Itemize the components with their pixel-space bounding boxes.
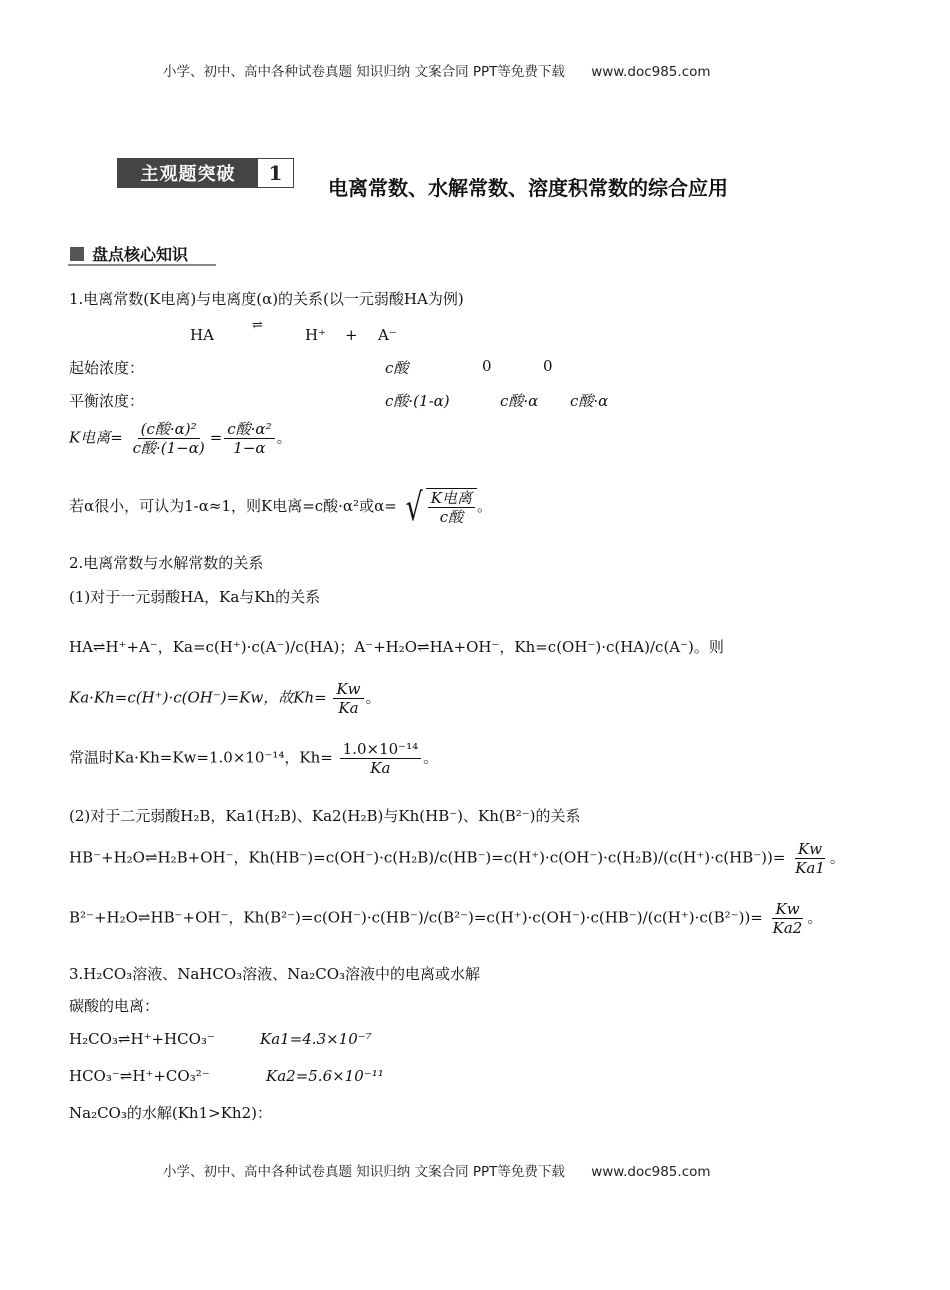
kakh-text: Ka·Kh=c(H⁺)·c(OH⁻)=Kw，故Kh= (69, 688, 327, 707)
b-ka2: Ka2 (772, 919, 803, 937)
start-label: 起始浓度： (69, 359, 145, 377)
kion-num2: c酸·α² (224, 420, 274, 439)
ka2-value: Ka2=5.6×10⁻¹¹ (266, 1067, 384, 1085)
sqrt-icon: √ (405, 485, 423, 529)
kion-den2: 1−α (233, 439, 266, 457)
room-frac (340, 740, 421, 777)
kion-num1: (c酸·α)² (138, 420, 200, 439)
page-footer (163, 1160, 711, 1180)
item-1-heading: 1.电离常数(K电离)与电离度(α)的关系(以一元弱酸HA为例) (69, 290, 464, 308)
start-c: c酸 (385, 359, 409, 377)
room-temp-line: 常温时Ka·Kh=Kw=1.0×10⁻¹⁴，Kh= $\frac{\text{1.0×10⁻¹⁴}}{Ka}$ 。 (69, 740, 439, 777)
kion-den1: c酸·(1−α) (132, 439, 205, 457)
section-underline (68, 264, 216, 266)
ka: Ka (338, 699, 359, 717)
small-alpha-line: 若α很小，可认为1-α≈1，则K电离=c酸·α²或α= √ $\frac{\text{K电离}}{\text{c酸}}$ 。 (69, 485, 493, 529)
footer-text: 小学、初中、高中各种试卷真题 知识归纳 文案合同 PPT等免费下载 (163, 1164, 565, 1180)
hb-text: HB⁻+H₂O⇌H₂B+OH⁻，Kh(HB⁻)=c(OH⁻)·c(H₂B)/c(HB⁻)=c(H⁺)·c(OH⁻)·c(H₂B)/(c(H⁺)·c(HB⁻))= (69, 848, 786, 867)
page-header (163, 60, 711, 80)
badge-number: 1 (258, 159, 293, 187)
start-0b: 0 (543, 357, 553, 375)
small-num: K电离 (428, 489, 475, 508)
small-frac (428, 489, 475, 526)
section-text: 盘点核心知识 (92, 245, 189, 264)
item-3-heading: 3.H₂CO₃溶液、NaHCO₃溶液、Na₂CO₃溶液中的电离或水解 (69, 965, 481, 983)
item-2-2: (2)对于二元弱酸H₂B，Ka1(H₂B)、Ka2(H₂B)与Kh(HB⁻)、Kh(B²⁻)的关系 (69, 807, 581, 825)
room-text: 常温时Ka·Kh=Kw=1.0×10⁻¹⁴，Kh= (69, 748, 333, 767)
eq-c2: c酸·α (500, 392, 539, 410)
book-icon (70, 247, 84, 261)
na2co3-hydrolysis: Na₂CO₃的水解(Kh1>Kh2)： (69, 1104, 272, 1122)
k-ionization-formula: K电离= $\frac{\text{(c酸·α)²}}{\text{c酸·(1−α)}}$ = $\frac{\text{c酸·α²}}{1-\alpha}$ 。 (69, 420, 292, 457)
eq-a: A⁻ (378, 326, 397, 344)
equilibrium-arrow-icon: ⇌ (252, 318, 263, 333)
eq-c1: c酸·(1-α) (385, 392, 450, 410)
room-num: 1.0×10⁻¹⁴ (340, 740, 421, 759)
hb-line: HB⁻+H₂O⇌H₂B+OH⁻，Kh(HB⁻)=c(OH⁻)·c(H₂B)/c(HB⁻)=c(H⁺)·c(OH⁻)·c(H₂B)/(c(H⁺)·c(HB⁻))= $\frac{Kw}{Ka1}$ 。 (69, 840, 845, 877)
start-0a: 0 (482, 357, 492, 375)
kion-frac1 (130, 420, 208, 457)
ha-relation-line: HA⇌H⁺+A⁻，Ka=c(H⁺)·c(A⁻)/c(HA)；A⁻+H₂O⇌HA+OH⁻，Kh=c(OH⁻)·c(HA)/c(A⁻)。则 (69, 638, 724, 656)
kw: Kw (333, 680, 363, 699)
small-text: 若α很小，可认为1-α≈1，则K电离=c酸·α²或α= (69, 497, 397, 515)
eq-c3: c酸·α (570, 392, 609, 410)
kion-lhs: K电离= (69, 428, 123, 447)
h2co3-equation: H₂CO₃⇌H⁺+HCO₃⁻ (69, 1030, 215, 1048)
b-text: B²⁻+H₂O⇌HB⁻+OH⁻，Kh(B²⁻)=c(OH⁻)·c(HB⁻)/c(B²⁻)=c(H⁺)·c(OH⁻)·c(HB⁻)/(c(H⁺)·c(B²⁻))= (69, 908, 763, 927)
section-heading (70, 242, 188, 265)
eq-ha: HA (190, 326, 214, 344)
ka1-value: Ka1=4.3×10⁻⁷ (260, 1030, 372, 1048)
room-den: Ka (370, 759, 391, 777)
header-text: 小学、初中、高中各种试卷真题 知识归纳 文案合同 PPT等免费下载 (163, 64, 565, 80)
kion-frac2 (224, 420, 274, 457)
item-2-1: (1)对于一元弱酸HA，Ka与Kh的关系 (69, 588, 321, 606)
kw-ka-frac (333, 680, 363, 717)
topic-badge (117, 158, 294, 188)
b-kw: Kw (772, 900, 802, 919)
badge-label: 主观题突破 (118, 159, 258, 187)
footer-site: www.doc985.com (591, 1164, 711, 1180)
eq-plus: + (345, 326, 358, 344)
ka-kh-line: Ka·Kh=c(H⁺)·c(OH⁻)=Kw，故Kh= $\frac{Kw}{Ka}$ 。 (69, 680, 381, 717)
b-line: B²⁻+H₂O⇌HB⁻+OH⁻，Kh(B²⁻)=c(OH⁻)·c(HB⁻)/c(B²⁻)=c(H⁺)·c(OH⁻)·c(HB⁻)/(c(H⁺)·c(B²⁻))= $\frac{Kw}{Ka2}$ 。 (69, 900, 823, 937)
hco3-equation: HCO₃⁻⇌H⁺+CO₃²⁻ (69, 1067, 210, 1085)
eq-h: H⁺ (305, 326, 326, 344)
sqrt-expression (402, 485, 477, 529)
header-site: www.doc985.com (591, 64, 711, 80)
page-title: 电离常数、水解常数、溶度积常数的综合应用 (328, 176, 728, 200)
hb-kw: Kw (795, 840, 825, 859)
small-den: c酸 (439, 508, 464, 526)
item-2-heading: 2.电离常数与水解常数的关系 (69, 554, 264, 572)
hb-ka1: Ka1 (795, 859, 825, 877)
hb-frac (792, 840, 828, 877)
b-frac (770, 900, 806, 937)
eq-label: 平衡浓度： (69, 392, 145, 410)
carbonic-label: 碳酸的电离： (69, 997, 160, 1015)
